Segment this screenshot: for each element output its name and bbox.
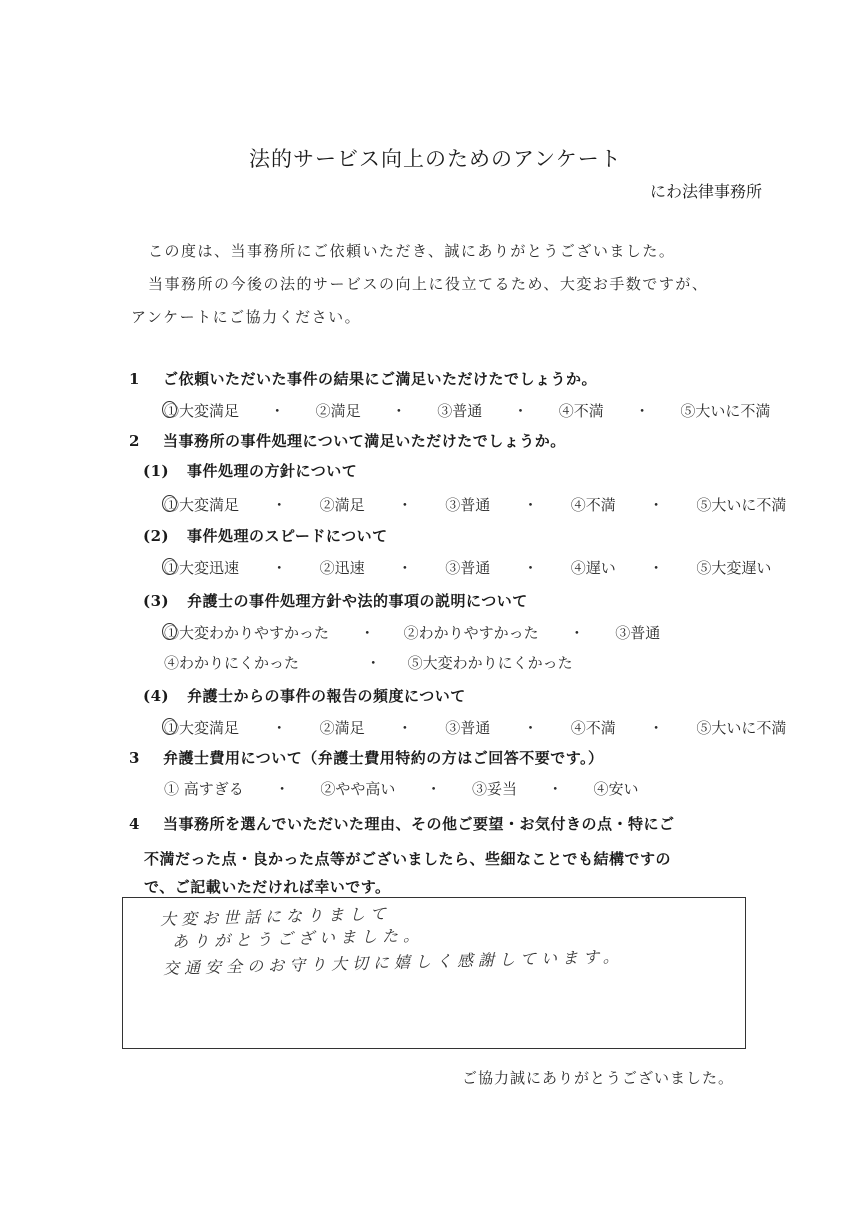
separator: ・ xyxy=(569,624,585,642)
separator: ・ xyxy=(522,496,538,514)
intro-line-3: アンケートにご協力ください。 xyxy=(131,308,362,326)
subquestion-text: 弁護士からの事件の報告の頻度について xyxy=(187,687,466,705)
option-4[interactable]: ④遅い xyxy=(570,559,616,577)
selected-circle-mark xyxy=(162,718,177,735)
separator: ・ xyxy=(522,559,538,577)
option-5[interactable]: ⑤大変わかりにくかった xyxy=(407,654,573,672)
intro-line-2: 当事務所の今後の法的サービスの向上に役立てるため、大変お手数ですが、 xyxy=(148,275,709,293)
option-3[interactable]: ③普通 xyxy=(445,559,491,577)
q2-3-options-row-1 xyxy=(164,622,660,643)
question-number: 3 xyxy=(129,749,140,767)
handwritten-line-3: 交通安全のお守り大切に嬉しく感謝しています。 xyxy=(162,946,624,979)
option-3[interactable]: ③普通 xyxy=(445,496,491,514)
option-2[interactable]: ②わかりやすかった xyxy=(403,624,539,642)
option-2[interactable]: ②満足 xyxy=(319,719,365,737)
separator: ・ xyxy=(512,402,528,420)
separator: ・ xyxy=(648,559,664,577)
separator: ・ xyxy=(522,719,538,737)
question-text: 当事務所の事件処理について満足いただけたでしょうか。 xyxy=(163,432,566,450)
option-1-selected[interactable]: ①大変満足 xyxy=(164,719,240,737)
option-2[interactable]: ②やや高い xyxy=(320,780,396,798)
subquestion-1 xyxy=(143,460,357,481)
question-number: 4 xyxy=(129,815,140,833)
question-4-line-3: で、ご記載いただければ幸いです。 xyxy=(144,878,391,896)
option-2[interactable]: ②満足 xyxy=(315,402,361,420)
q2-4-options xyxy=(164,717,786,738)
closing-thanks: ご協力誠にありがとうございました。 xyxy=(462,1069,735,1087)
option-1-selected[interactable]: ①大変満足 xyxy=(164,496,240,514)
selected-circle-mark xyxy=(162,401,177,418)
subquestion-number: (2) xyxy=(143,527,170,545)
option-2[interactable]: ②満足 xyxy=(319,496,365,514)
separator: ・ xyxy=(391,402,407,420)
selected-circle-mark xyxy=(162,495,177,512)
question-number: 1 xyxy=(129,370,140,388)
question-text: ご依頼いただいた事件の結果にご満足いただけたでしょうか。 xyxy=(163,370,598,388)
subquestion-text: 弁護士の事件処理方針や法的事項の説明について xyxy=(187,592,528,610)
separator: ・ xyxy=(359,624,375,642)
intro-line-1: この度は、当事務所にご依頼いただき、誠にありがとうございました。 xyxy=(148,242,676,260)
selected-circle-mark xyxy=(162,558,177,575)
separator: ・ xyxy=(397,719,413,737)
option-5[interactable]: ⑤大変遅い xyxy=(696,559,772,577)
separator: ・ xyxy=(269,402,285,420)
option-4[interactable]: ④安い xyxy=(593,780,639,798)
separator: ・ xyxy=(365,654,381,672)
separator: ・ xyxy=(271,719,287,737)
question-4-line-2: 不満だった点・良かった点等がございましたら、些細なことでも結構ですの xyxy=(144,850,672,868)
option-1[interactable]: ① 高すぎる xyxy=(164,780,244,798)
option-4[interactable]: ④不満 xyxy=(570,719,616,737)
q2-1-options xyxy=(164,494,786,515)
q1-options xyxy=(164,400,770,421)
separator: ・ xyxy=(648,719,664,737)
q2-2-options xyxy=(164,557,771,578)
handwritten-line-1: 大変お世話になりまして xyxy=(159,903,392,930)
option-2[interactable]: ②迅速 xyxy=(319,559,365,577)
subquestion-number: (1) xyxy=(143,462,170,480)
question-text-line-1: 当事務所を選んでいただいた理由、その他ご要望・お気付きの点・特にご xyxy=(163,815,675,833)
option-3[interactable]: ③普通 xyxy=(445,719,491,737)
subquestion-number: (3) xyxy=(143,592,170,610)
separator: ・ xyxy=(274,780,290,798)
subquestion-2 xyxy=(143,525,388,546)
page-title: 法的サービス向上のためのアンケート xyxy=(249,147,622,171)
question-2 xyxy=(129,430,566,451)
option-5[interactable]: ⑤大いに不満 xyxy=(696,496,787,514)
question-text: 弁護士費用について（弁護士費用特約の方はご回答不要です。） xyxy=(163,749,604,767)
separator: ・ xyxy=(648,496,664,514)
handwritten-line-2: ありがとうございました。 xyxy=(171,925,425,952)
subquestion-3 xyxy=(143,590,528,611)
option-3[interactable]: ③普通 xyxy=(437,402,483,420)
option-5[interactable]: ⑤大いに不満 xyxy=(696,719,787,737)
question-3 xyxy=(129,747,604,768)
question-number: 2 xyxy=(129,432,140,450)
option-3[interactable]: ③妥当 xyxy=(471,780,517,798)
separator: ・ xyxy=(426,780,442,798)
question-1 xyxy=(129,368,597,389)
separator: ・ xyxy=(271,496,287,514)
option-4[interactable]: ④わかりにくかった xyxy=(164,654,300,672)
option-5[interactable]: ⑤大いに不満 xyxy=(680,402,771,420)
q3-options xyxy=(164,778,639,799)
option-1-selected[interactable]: ①大変迅速 xyxy=(164,559,240,577)
option-3[interactable]: ③普通 xyxy=(615,624,661,642)
subquestion-text: 事件処理の方針について xyxy=(187,462,358,480)
separator: ・ xyxy=(397,496,413,514)
question-4 xyxy=(129,813,675,834)
firm-name: にわ法律事務所 xyxy=(650,182,763,201)
option-4[interactable]: ④不満 xyxy=(570,496,616,514)
separator: ・ xyxy=(271,559,287,577)
separator: ・ xyxy=(547,780,563,798)
separator: ・ xyxy=(397,559,413,577)
subquestion-number: (4) xyxy=(143,687,170,705)
option-1-selected[interactable]: ①大変満足 xyxy=(164,402,240,420)
selected-circle-mark xyxy=(162,623,177,640)
option-1-selected[interactable]: ①大変わかりやすかった xyxy=(164,624,330,642)
separator: ・ xyxy=(634,402,650,420)
subquestion-text: 事件処理のスピードについて xyxy=(187,527,388,545)
option-4[interactable]: ④不満 xyxy=(558,402,604,420)
q2-3-options-row-2 xyxy=(164,652,573,673)
subquestion-4 xyxy=(143,685,466,706)
